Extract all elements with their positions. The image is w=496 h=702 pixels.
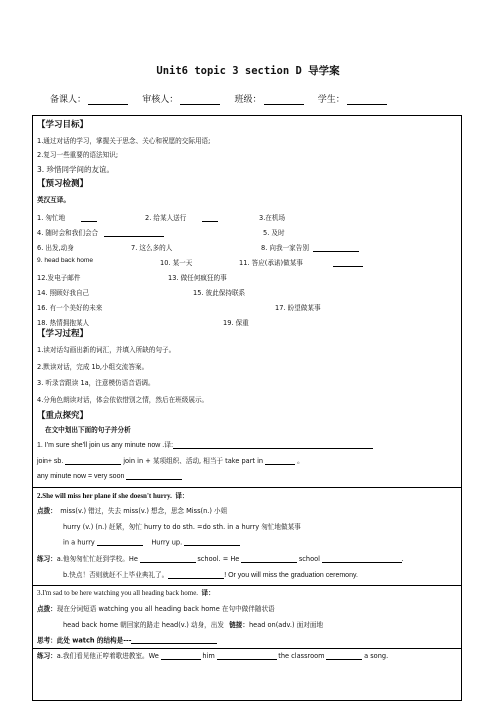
vocab-17: 17. 盼望做某事 <box>275 304 321 312</box>
sentence-1b: join+ sb. join in + 某项组织、活动, 相当于 take part in 。 <box>37 457 305 465</box>
vocab-10: 10. 某一天 <box>160 259 193 267</box>
vocab-18: 18. 热情拥抱某人 <box>37 319 90 327</box>
process-heading: 【学习过程】 <box>37 329 89 339</box>
vocab-6: 6. 出发,动身 <box>37 244 74 252</box>
focus-heading: 【重点探究】 <box>37 411 89 421</box>
sentence-2-ex-a: 练习：a.他匆匆忙忙赶到学校。He school. = He school . <box>37 555 404 563</box>
process-item-4: 4.分角色朗读对话，体会依依惜别之情，然后在班级展示。 <box>37 396 209 404</box>
vocab-9: 9. head back home <box>37 257 94 264</box>
preview-heading: 【预习检测】 <box>37 179 89 189</box>
process-item-1: 1.读对话勾画出新的词汇，并填入所缺的句子。 <box>37 346 176 354</box>
vocab-1: 1. 匆忙地 <box>37 212 97 222</box>
class-blank[interactable] <box>264 95 304 105</box>
sentence-3-point: 点拨：现在分词短语 watching you all heading back home 在句中做伴随状语 <box>37 605 275 613</box>
sentence-3-head: head back home 朝回家的路走 head(v.) 动身，出发 链接：head on(adv.) 面对面地 <box>63 621 324 629</box>
class-label: 班级： <box>234 94 262 104</box>
sentence-3-ex-a: 练习：a.我们看见他正哼着歌进教室。We him the classroom a song. <box>37 652 389 660</box>
sentence-3: 3.I'm sad to be here watching you all heading back home. 译： <box>37 589 215 597</box>
vocab-12: 12.发电子邮件 <box>37 274 81 282</box>
vocab-15: 15. 彼此保持联系 <box>193 289 246 297</box>
student-blank[interactable] <box>347 95 387 105</box>
vocab-11: 11. 答应(承诺)做某事 <box>239 257 363 267</box>
page-title: Unit6 topic 3 section D 导学案 <box>156 65 340 77</box>
preview-sub: 英汉互译。 <box>37 196 70 204</box>
vocab-13: 13. 做任何疯狂的事 <box>168 274 227 282</box>
sentence-2: 2.She will miss her plane if she doesn't hurry. 译： <box>37 492 189 500</box>
worksheet-box <box>32 115 462 701</box>
goal-item-3: 3. 珍惜同学间的友谊。 <box>37 165 115 174</box>
student-label: 学生： <box>317 94 345 104</box>
vocab-16: 16. 有一个美好的未来 <box>37 304 103 312</box>
review-label: 审核人： <box>142 94 179 104</box>
vocab-19: 19. 保重 <box>223 319 249 327</box>
vocab-14: 14. 照顾好我自己 <box>37 289 90 297</box>
vocab-3: 3.在机场 <box>259 214 286 222</box>
hurry-line-1: hurry (v.) (n.) 赶紧，匆忙 hurry to do sth. =do sth. in a hurry 匆忙地做某事 <box>63 523 301 531</box>
header-meta <box>50 92 399 105</box>
hurry-line-2: in a hurry Hurry up. <box>63 539 240 546</box>
vocab-2: 2. 给某人送行 <box>145 212 218 222</box>
sentence-3-think: 思考：此处 watch 的结构是--- <box>37 637 217 644</box>
vocab-5: 5. 及时 <box>263 229 285 237</box>
process-item-3: 3. 听录音跟读 1a，注意模仿语音语调。 <box>37 379 155 387</box>
prep-blank[interactable] <box>88 95 128 105</box>
review-blank[interactable] <box>180 95 220 105</box>
focus-sub: 在文中划出下面的句子并分析 <box>45 426 131 434</box>
sentence-1: 1. I'm sure she'll join us any minute now .译: <box>37 442 373 449</box>
sentence-1c: any minute now = very soon <box>37 473 182 480</box>
vocab-4: 4. 随时会和我们会合 <box>37 227 164 237</box>
vocab-8: 8. 向我一家告别 <box>261 242 359 252</box>
sentence-2-point: 点拨： miss(v.) 错过，失去 miss(v.) 想念，思念 Miss(n.) 小姐 <box>37 507 228 515</box>
vocab-7: 7. 这么多的人 <box>131 244 173 252</box>
goal-item-2: 2.复习一些重要的语法知识; <box>37 151 119 159</box>
goal-item-1: 1.通过对话的学习，掌握关于思念、关心和祝愿的交际用语; <box>37 137 211 145</box>
prep-label: 备课人： <box>50 94 87 104</box>
sentence-2-ex-b: b.快点！否则就赶不上毕业典礼了。 ! Or you will miss the graduation ceremony. <box>63 571 358 579</box>
process-item-2: 2.默读对话，完成 1b,小组交流答案。 <box>37 363 149 371</box>
goals-heading: 【学习目标】 <box>37 120 89 130</box>
